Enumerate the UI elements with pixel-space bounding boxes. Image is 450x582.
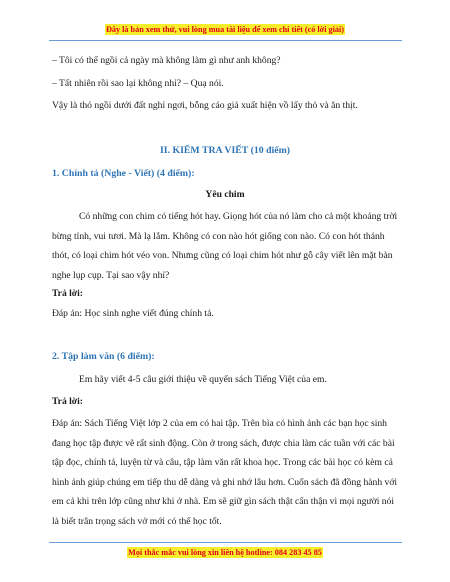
- footer-notice-text: Mọi thắc mắc vui lòng xin liên hệ hotline: 084 283 45 85: [128, 548, 322, 557]
- part2-prompt: Em hãy viết 4-5 câu giới thiệu về quyển sách Tiếng Việt của em.: [79, 374, 327, 385]
- section-title: II. KIỂM TRA VIẾT (10 điểm): [159, 145, 291, 156]
- header-notice: [0, 25, 450, 34]
- passage-title: Yêu chim: [205, 189, 245, 200]
- story-line-3: Vậy là thỏ ngồi dưới đất nghỉ ngơi, bỗng cáo giả xuất hiện vồ lấy thỏ và ăn thịt.: [52, 100, 358, 111]
- part2-heading: 2. Tập làm văn (6 điểm):: [52, 351, 155, 362]
- header-divider: [49, 40, 402, 41]
- part2-answer-label: Trả lời:: [52, 396, 83, 407]
- footer-notice: [0, 548, 450, 557]
- part1-answer-label: Trả lời:: [52, 288, 83, 299]
- story-line-1: – Tôi có thể ngồi cả ngày mà không làm gì như anh không?: [52, 55, 281, 66]
- passage-text: Có những con chim có tiếng hót hay. Giọng hót của nó làm cho cả một khoảng trời bừng tỉnh, vui tươi. Mà lạ lắm. Không có con nào hót giống con nào. Có con hót thánh thót, có loại chim hót véo von. Nhưng cũng có loại chim hót như gỗ cây viết lên mặt bàn nghe lụp cụp. Tại sao vậy nhỉ?: [52, 211, 398, 281]
- part1-heading: 1. Chính tả (Nghe - Viết) (4 điểm):: [52, 168, 195, 179]
- story-line-2: – Tất nhiên rồi sao lại không nhỉ? – Quạ nói.: [52, 78, 224, 89]
- part2-answer: Đáp án: Sách Tiếng Việt lớp 2 của em có hai tập. Trên bìa có hình ảnh các bạn học sinh đang học tập được vẽ rất sinh động. Còn ở trong sách, được chia làm các tuần với các bài tập đọc, chính tả, luyện từ và câu, tập làm văn rất khoa học. Trong các bài học có kèm cả hình ảnh giúp chúng em tiếp thu dễ dàng và ghi nhớ lâu hơn. Cuốn sách đã đồng hành với em cả khi trên lớp cũng như khi ở nhà. Em sẽ giữ gìn sách thật cẩn thận vì mọi người nói là biết trân trọng sách vở mới có thể học tốt.: [52, 418, 398, 527]
- footer-divider: [49, 542, 402, 543]
- header-notice-text: Đây là bản xem thử, vui lòng mua tài liệu để xem chi tiết (có lời giải): [105, 25, 344, 34]
- part1-answer: Đáp án: Học sinh nghe viết đúng chính tả.: [52, 308, 214, 319]
